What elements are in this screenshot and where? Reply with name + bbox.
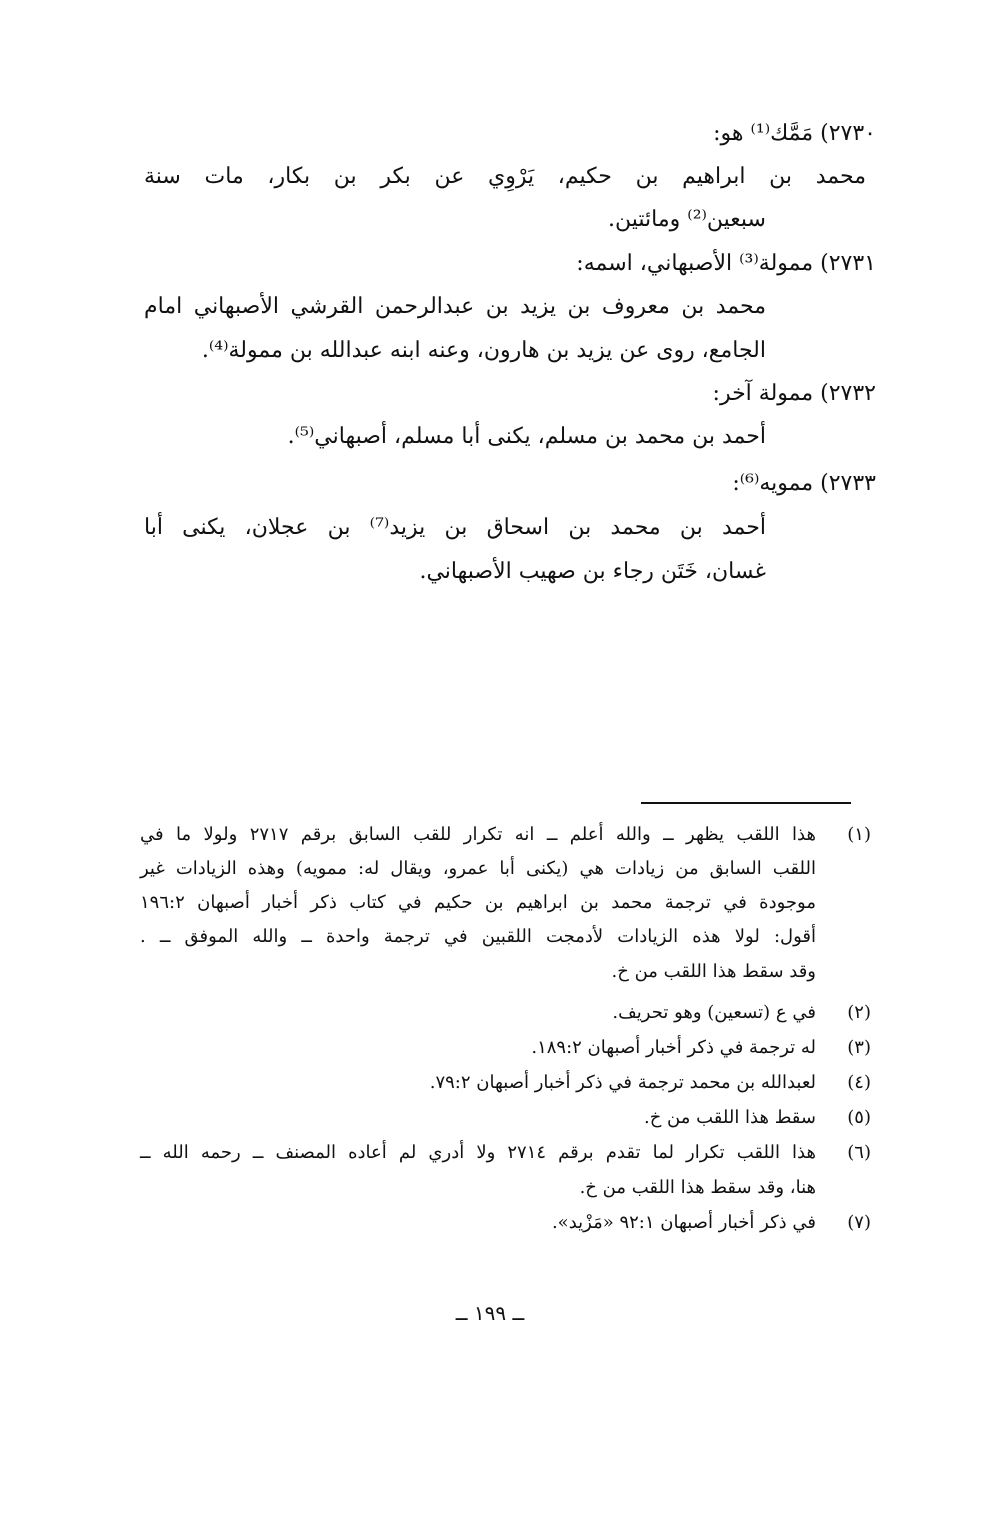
footnote-number-7: (٧) [847,1212,871,1233]
footnote-number-2: (٢) [847,1002,871,1023]
footnote-5-line-1: سقط هذا اللقب من خ. [643,1107,816,1128]
footnote-number-4: (٤) [847,1072,871,1093]
footnote-1-line-1: هذا اللقب يظهر ــ والله أعلم ــ انه تكرار للقب السابق برقم ٢٧١٧ ولولا ما في [140,824,816,845]
footnote-number-3: (٣) [847,1037,871,1058]
entry-2733-line-2: غسان، خَتَن رجاء بن صهيب الأصبهاني. [419,559,766,584]
entry-2733-line-1: أحمد بن محمد بن اسحاق بن يزيد⁽⁷⁾ بن عجلان، يكنى أبا [144,515,766,540]
footnote-number-6: (٦) [847,1142,871,1163]
footnote-4-line-1: لعبدالله بن محمد ترجمة في ذكر أخبار أصبهان ٧٩:٢. [429,1072,816,1093]
page-number: ــ ١٩٩ ــ [455,1301,525,1325]
footnote-2-line-1: في ع (تسعين) وهو تحريف. [612,1002,816,1023]
footnote-1-line-4: أقول: لولا هذه الزيادات لأدمجت اللقبين في ترجمة واحدة ــ والله الموفق ــ . [140,926,816,947]
footnote-6-line-2: هنا، وقد سقط هذا اللقب من خ. [579,1177,816,1198]
footnote-1-line-5: وقد سقط هذا اللقب من خ. [611,961,816,982]
footnote-6-line-1: هذا اللقب تكرار لما تقدم برقم ٢٧١٤ ولا أدري لم أعاده المصنف ــ رحمه الله ــ [140,1142,816,1163]
entry-heading-2730: ٢٧٣٠) مَمَّك⁽¹⁾ هو: [713,121,876,146]
footnote-1-line-2: اللقب السابق من زيادات هي (يكنى أبا عمرو، ويقال له: ممويه) وهذه الزيادات غير [140,858,816,879]
footnote-number-1: (١) [847,824,871,845]
footnote-1-line-3: موجودة في ترجمة محمد بن ابراهيم بن حكيم في كتاب ذكر أخبار أصبهان ١٩٦:٢ [140,892,816,913]
entry-2731-line-2: الجامع، روى عن يزيد بن هارون، وعنه ابنه عبدالله بن ممولة⁽⁴⁾. [201,338,766,363]
footnote-7-line-1: في ذكر أخبار أصبهان ٩٢:١ «مَزْيد». [551,1212,816,1233]
entry-heading-2732: ٢٧٣٢) ممولة آخر: [712,381,876,406]
entry-2732-line-1: أحمد بن محمد بن مسلم، يكنى أبا مسلم، أصبهاني⁽⁵⁾. [287,424,766,449]
entry-heading-2733: ٢٧٣٣) ممويه⁽⁶⁾: [732,471,876,496]
entry-2730-line-1: محمد بن ابراهيم بن حكيم، يَرْوِي عن بكر بن بكار، مات سنة [144,164,866,189]
footnote-3-line-1: له ترجمة في ذكر أخبار أصبهان ١٨٩:٢. [531,1037,816,1058]
footnote-separator [641,802,851,804]
footnote-number-5: (٥) [847,1107,871,1128]
entry-2731-line-1: محمد بن معروف بن يزيد بن عبدالرحمن القرشي الأصبهاني امام [144,294,766,319]
entry-2730-line-2: سبعين⁽²⁾ ومائتين. [608,207,766,232]
entry-heading-2731: ٢٧٣١) ممولة⁽³⁾ الأصبهاني، اسمه: [576,251,876,276]
